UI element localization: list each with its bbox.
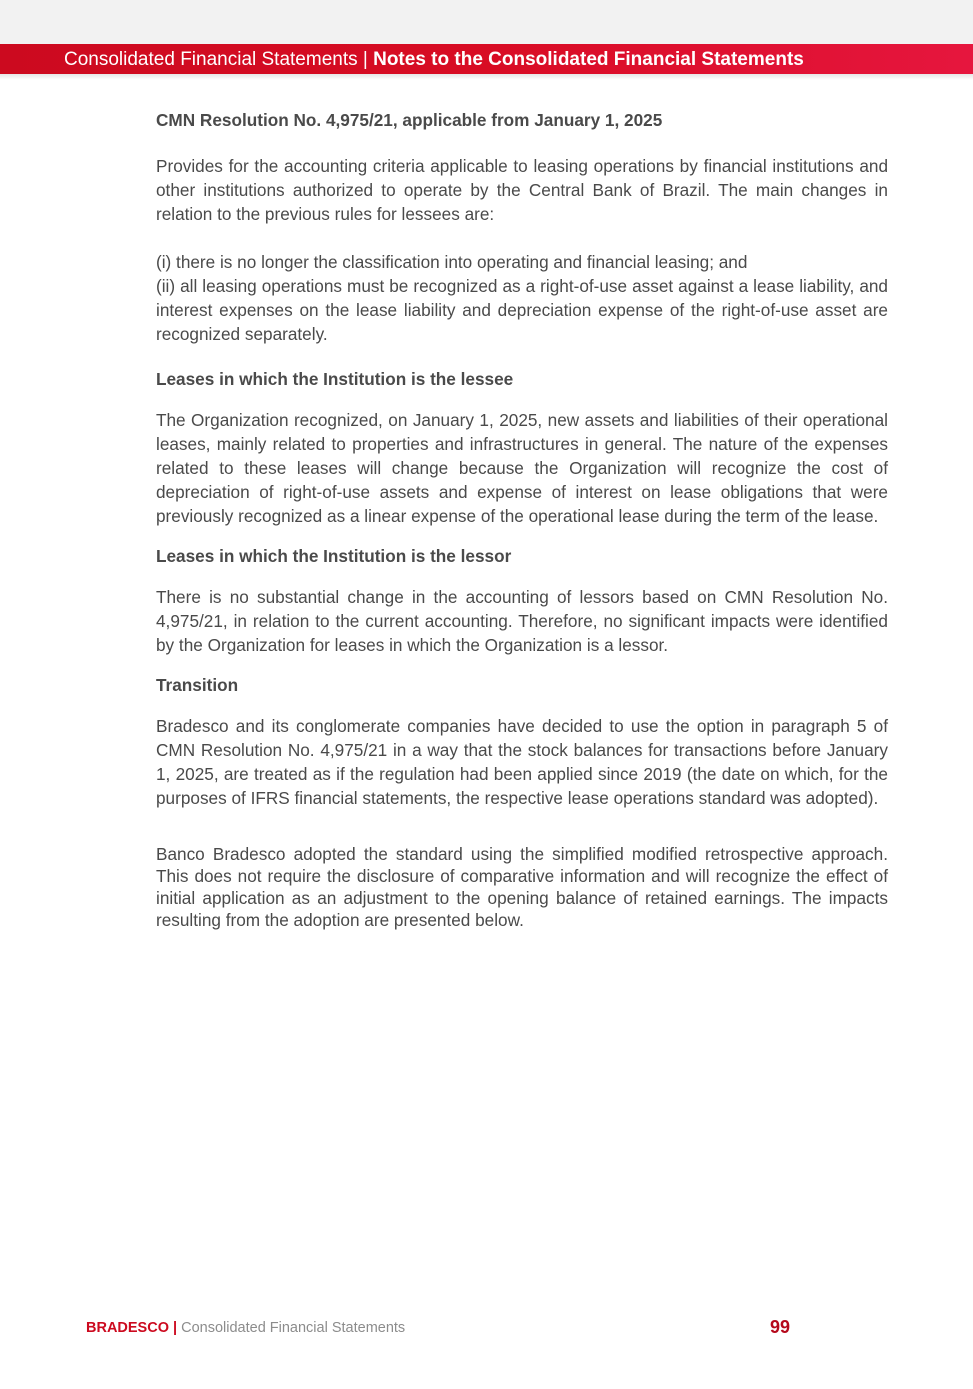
page-header: [0, 44, 973, 74]
top-margin: [0, 0, 973, 44]
header-separator: |: [362, 49, 368, 70]
header-section: Consolidated Financial Statements: [64, 49, 358, 70]
header-shadow: [0, 74, 973, 80]
footer-brand: BRADESCO: [86, 1320, 169, 1336]
paragraph-lessee: The Organization recognized, on January 1, 2025, new assets and liabilities of their operational leases, mainly related to properties and infrastructures in general. The nature of the expenses related to these leases will change because the Organization will recognize the cost of depreciation of right-of-use assets and expense of interest on lease obligations that were previously recognized as a linear expense of the operational lease during the term of the lease.: [156, 410, 888, 526]
header-title: Notes to the Consolidated Financial Statements: [373, 49, 804, 70]
page-footer: [86, 1318, 405, 1338]
footer-separator: |: [173, 1320, 178, 1336]
heading-transition: Transition: [156, 675, 239, 695]
heading-lessee: Leases in which the Institution is the lessee: [156, 369, 514, 389]
paragraph-lessor: There is no substantial change in the accounting of lessors based on CMN Resolution No. 4,975/21, in relation to the current accounting. Therefore, no significant impacts were identified by the Organization for leases in which the Organization is a lessor.: [156, 587, 888, 655]
heading-cmn-resolution: CMN Resolution No. 4,975/21, applicable from January 1, 2025: [156, 110, 663, 130]
footer-document-title: Consolidated Financial Statements: [181, 1320, 406, 1336]
list-item-ii: (ii) all leasing operations must be recognized as a right-of-use asset against a lease liability, and interest expenses on the lease liability and depreciation expense of the right-of-use asset are recognized separately.: [156, 276, 888, 344]
paragraph-adoption: Banco Bradesco adopted the standard using the simplified modified retrospective approach. This does not require the disclosure of comparative information and will recognize the effect of initial application as an adjustment to the opening balance of retained earnings. The impacts resulting from the adoption are presented below.: [156, 844, 888, 930]
paragraph-provides: Provides for the accounting criteria applicable to leasing operations by financial institutions and other institutions authorized to operate by the Central Bank of Brazil. The main changes in relation to the previous rules for lessees are:: [156, 156, 888, 224]
heading-lessor: Leases in which the Institution is the lessor: [156, 546, 512, 566]
list-item-i: (i) there is no longer the classification into operating and financial leasing; and: [156, 252, 748, 272]
page-body: [156, 108, 888, 931]
page-number: 99: [770, 1317, 791, 1337]
paragraph-transition: Bradesco and its conglomerate companies have decided to use the option in paragraph 5 of CMN Resolution No. 4,975/21 in a way that the stock balances for transactions before January 1, 2025, are treated as if the regulation had been applied since 2019 (the date on which, for the purposes of IFRS financial statements, the respective lease operations standard was adopted).: [156, 716, 888, 808]
